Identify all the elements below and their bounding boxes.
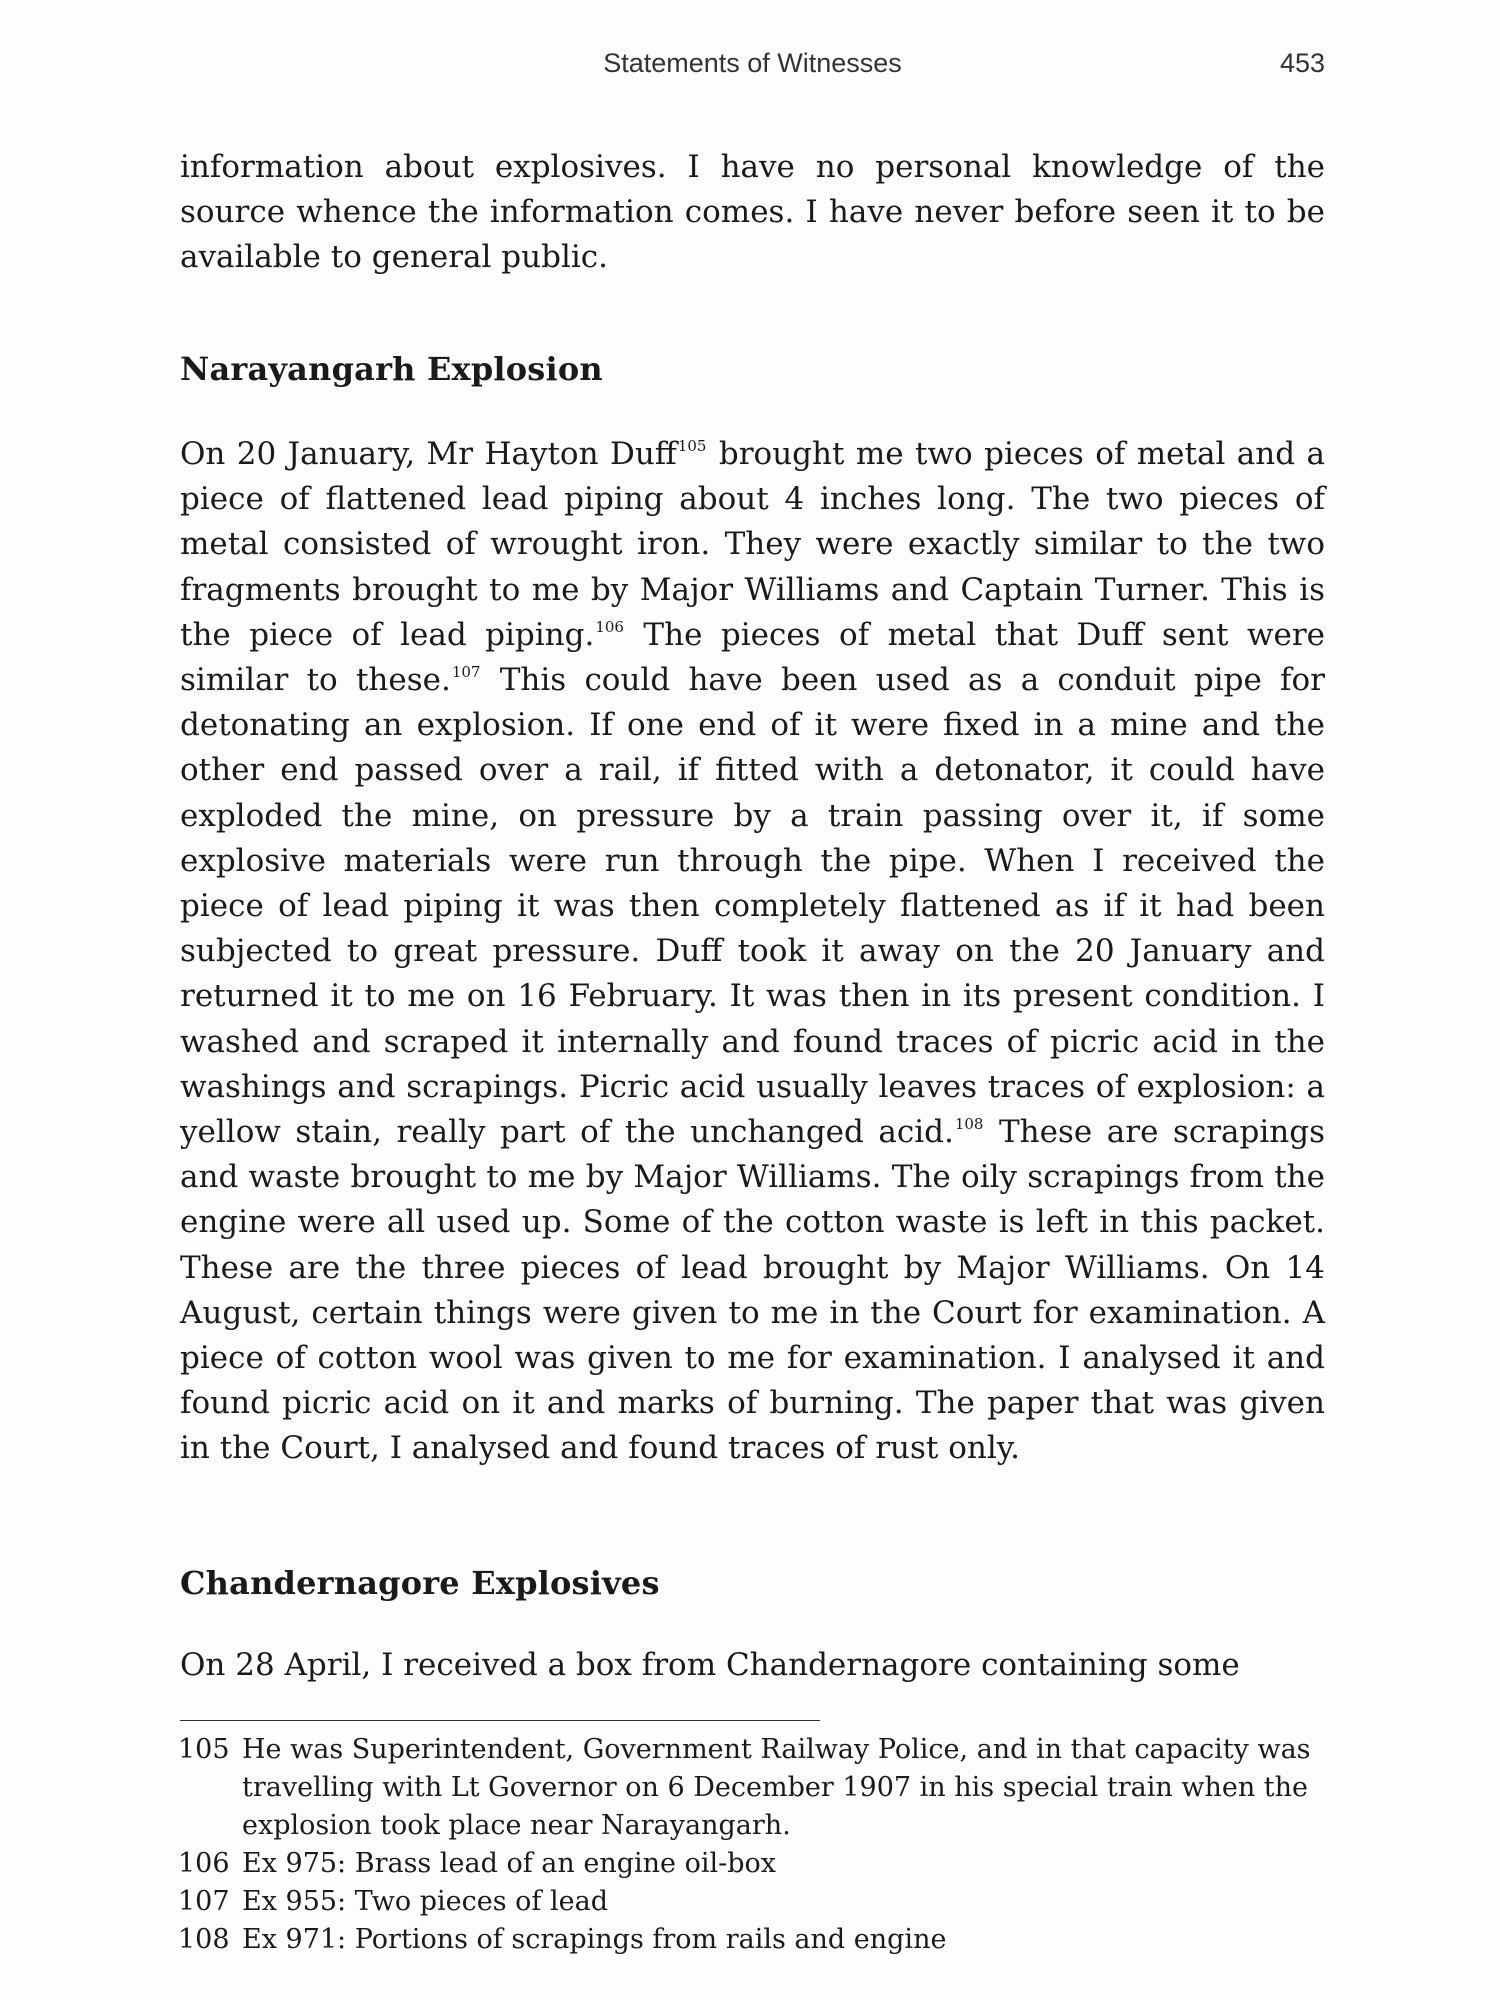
paragraph-narayangarh: [180, 432, 1325, 1472]
footnote-text: Ex 975: Brass lead of an engine oil-box: [242, 1848, 777, 1879]
running-title: Statements of Witnesses: [603, 48, 902, 78]
text-segment: On 20 January, Mr Hayton Duff: [180, 436, 677, 472]
footnote-107: [178, 1883, 1328, 1921]
text-segment: These are scrapings and waste brought to me by Major Williams. The oily scrapings from the engine were all used up. Some of the cotton waste is left in this packet. These are the three pieces of lead brought by Major Williams. On 14 August, certain things were given to me in the Court for examination. A piece of cotton wool was given to me for examination. I analysed it and found picric acid on it and marks of burning. The paper that was given in the Court, I analysed and found traces of rust only.: [180, 1114, 1325, 1467]
footnote-number: 105: [178, 1734, 230, 1765]
running-head: [180, 48, 1325, 88]
text-segment: brought me two pieces of metal and a piece of flattened lead piping about 4 inches long. The two pieces of metal consisted of wrought iron. They were exactly similar to the two fragments brought to me by Major Williams and Captain Turner. This is the piece of lead piping.: [180, 436, 1325, 653]
paragraph-continuation: information about explosives. I have no personal knowledge of the source whence the information comes. I have never before seen it to be available to general public.: [180, 149, 1325, 276]
section-heading-narayangarh: Narayangarh Explosion: [180, 350, 603, 388]
text-segment: The pieces of metal that Duff sent were similar to these.: [180, 616, 1326, 699]
footnote-ref-105[interactable]: 105: [677, 437, 707, 455]
footnote-108: [178, 1921, 1328, 1959]
footnote-ref-106[interactable]: 106: [595, 617, 624, 636]
footnote-text: He was Superintendent, Government Railway Police, and in that capacity was travelling with Lt Governor on 6 December 1907 in his special train when the explosion took place near Narayangarh.: [242, 1734, 1311, 1841]
footnote-106: [178, 1845, 1328, 1883]
page-number: 453: [1279, 48, 1325, 78]
footnote-text: Ex 955: Two pieces of lead: [242, 1886, 608, 1917]
footnotes: [178, 1731, 1328, 1959]
section-heading-chandernagore: Chandernagore Explosives: [180, 1564, 660, 1602]
footnote-number: 106: [178, 1848, 230, 1879]
footnote-number: 108: [178, 1924, 230, 1955]
footnote-ref-108[interactable]: 108: [954, 1115, 984, 1134]
footnote-105: [178, 1731, 1328, 1845]
text-segment: This could have been used as a conduit pipe for detonating an explosion. If one end of it were fixed in a mine and the other end passed over a rail, if fitted with a detonator, it could have exploded the mine, on pressure by a train passing over it, if some explosive materials were run through the pipe. When I received the piece of lead piping it was then completely flattened as if it had been subjected to great pressure. Duff took it away on the 20 January and returned it to me on 16 February. It was then in its present condition. I washed and scraped it internally and found traces of picric acid in the washings and scrapings. Picric acid usually leaves traces of explosion: a yellow stain, really part of the unchanged acid.: [180, 662, 1325, 1151]
footnote-number: 107: [178, 1886, 230, 1917]
footnote-divider: [180, 1720, 820, 1721]
footnote-ref-107[interactable]: 107: [451, 663, 481, 682]
paragraph-chandernagore: On 28 April, I received a box from Chandernagore containing some: [180, 1647, 1240, 1683]
footnote-text: Ex 971: Portions of scrapings from rails and engine: [242, 1924, 947, 1955]
